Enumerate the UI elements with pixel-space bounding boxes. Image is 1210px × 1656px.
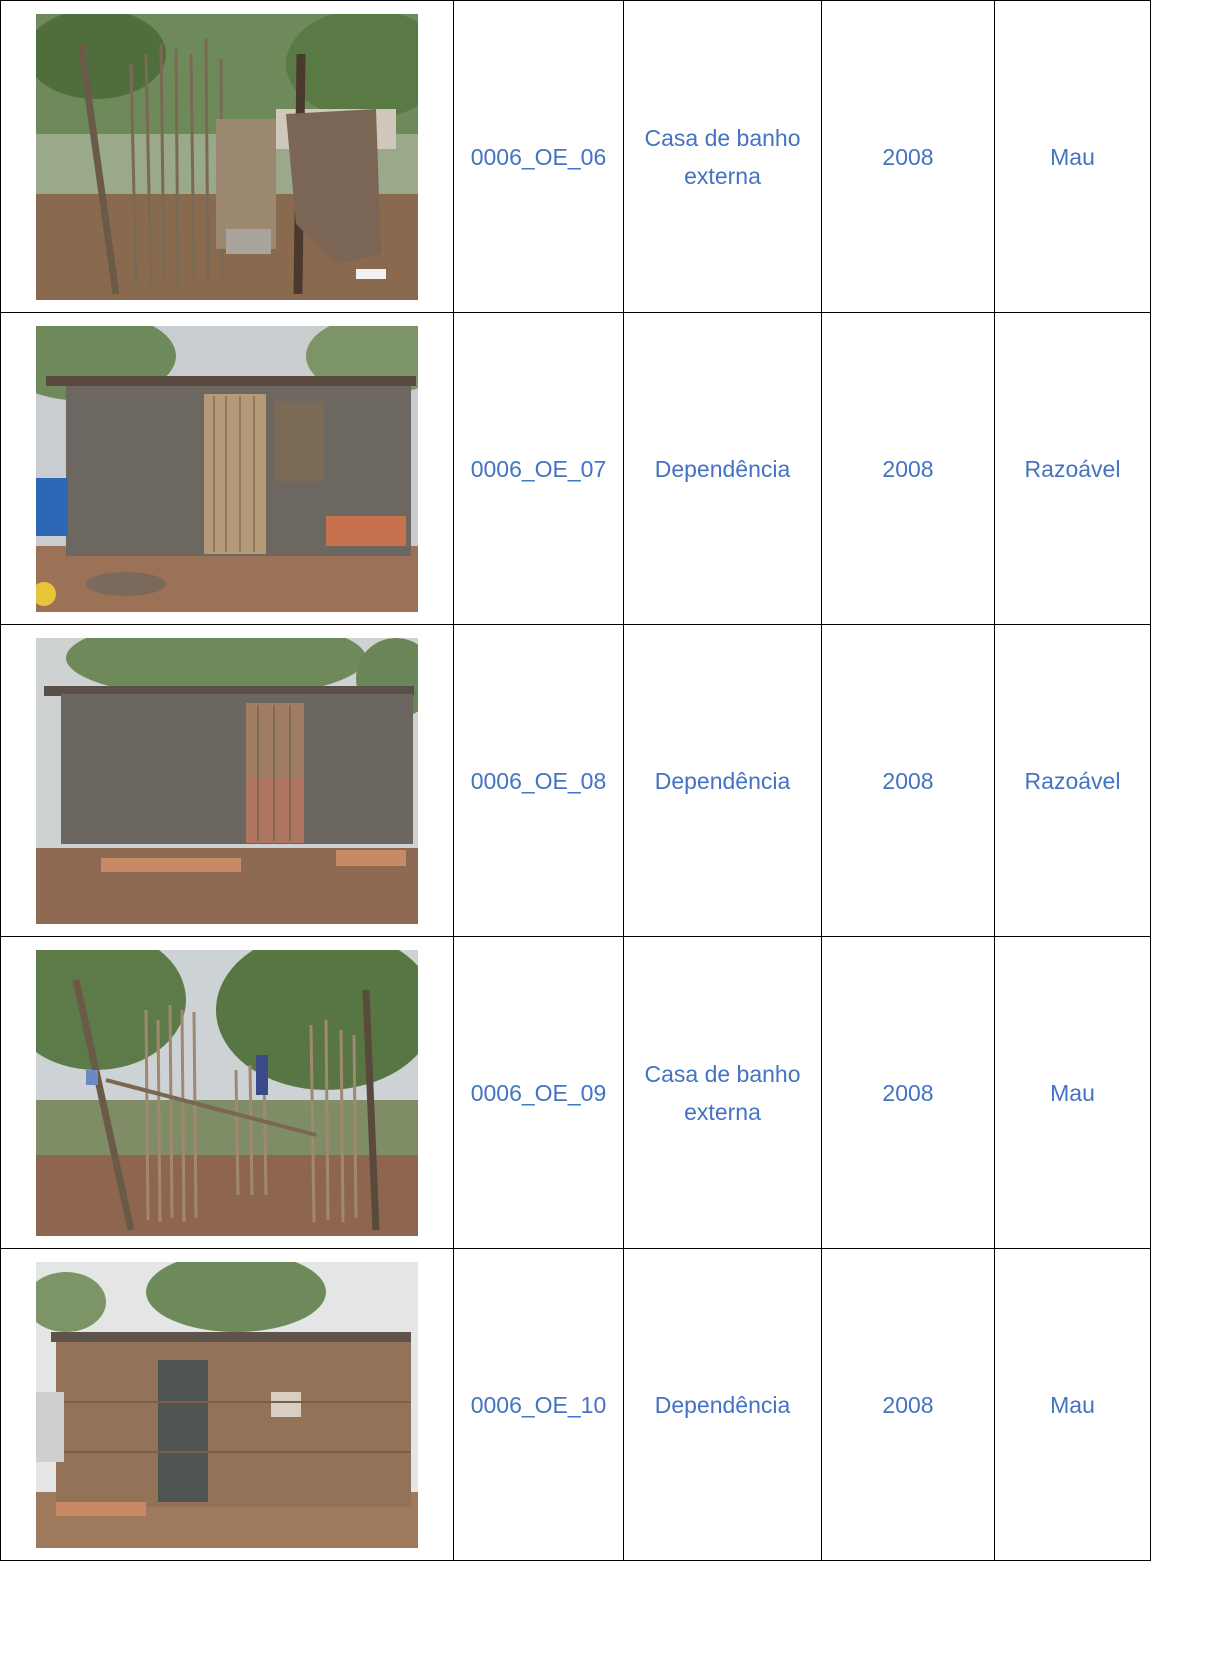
description-text: Casa de banho externa [644,124,801,189]
description-cell [624,1249,822,1561]
code-cell: 0006_OE_06 [454,1,624,313]
photo-mud-outbuilding [36,1262,418,1548]
year-cell: 2008 [822,937,995,1249]
state-cell: Razoável [995,625,1151,937]
table-row [1,1249,1151,1561]
photo-mud-outbuilding [36,638,418,924]
description-text: Casa de banho externa [644,1060,801,1125]
description-text: Dependência [654,1391,791,1418]
state-cell: Mau [995,937,1151,1249]
table-row [1,313,1151,625]
photo-mud-outbuilding [36,326,418,612]
photo-cell [1,1249,454,1561]
table-row [1,1,1151,313]
state-cell: Mau [995,1,1151,313]
description-cell [624,937,822,1249]
description-cell [624,1,822,313]
description-cell [624,625,822,937]
photo-reed-bathing-enclosure [36,14,418,300]
description-text: Dependência [654,455,791,482]
year-cell: 2008 [822,313,995,625]
code-cell: 0006_OE_09 [454,937,624,1249]
code-cell: 0006_OE_08 [454,625,624,937]
table-row [1,625,1151,937]
description-cell [624,313,822,625]
table-row [1,937,1151,1249]
code-cell: 0006_OE_10 [454,1249,624,1561]
description-text: Dependência [654,767,791,794]
photo-cell [1,1,454,313]
photo-cell [1,625,454,937]
state-cell: Razoável [995,313,1151,625]
photo-reed-bathing-enclosure [36,950,418,1236]
photo-cell [1,937,454,1249]
year-cell: 2008 [822,1,995,313]
year-cell: 2008 [822,625,995,937]
year-cell: 2008 [822,1249,995,1561]
photo-cell [1,313,454,625]
state-cell: Mau [995,1249,1151,1561]
code-cell: 0006_OE_07 [454,313,624,625]
